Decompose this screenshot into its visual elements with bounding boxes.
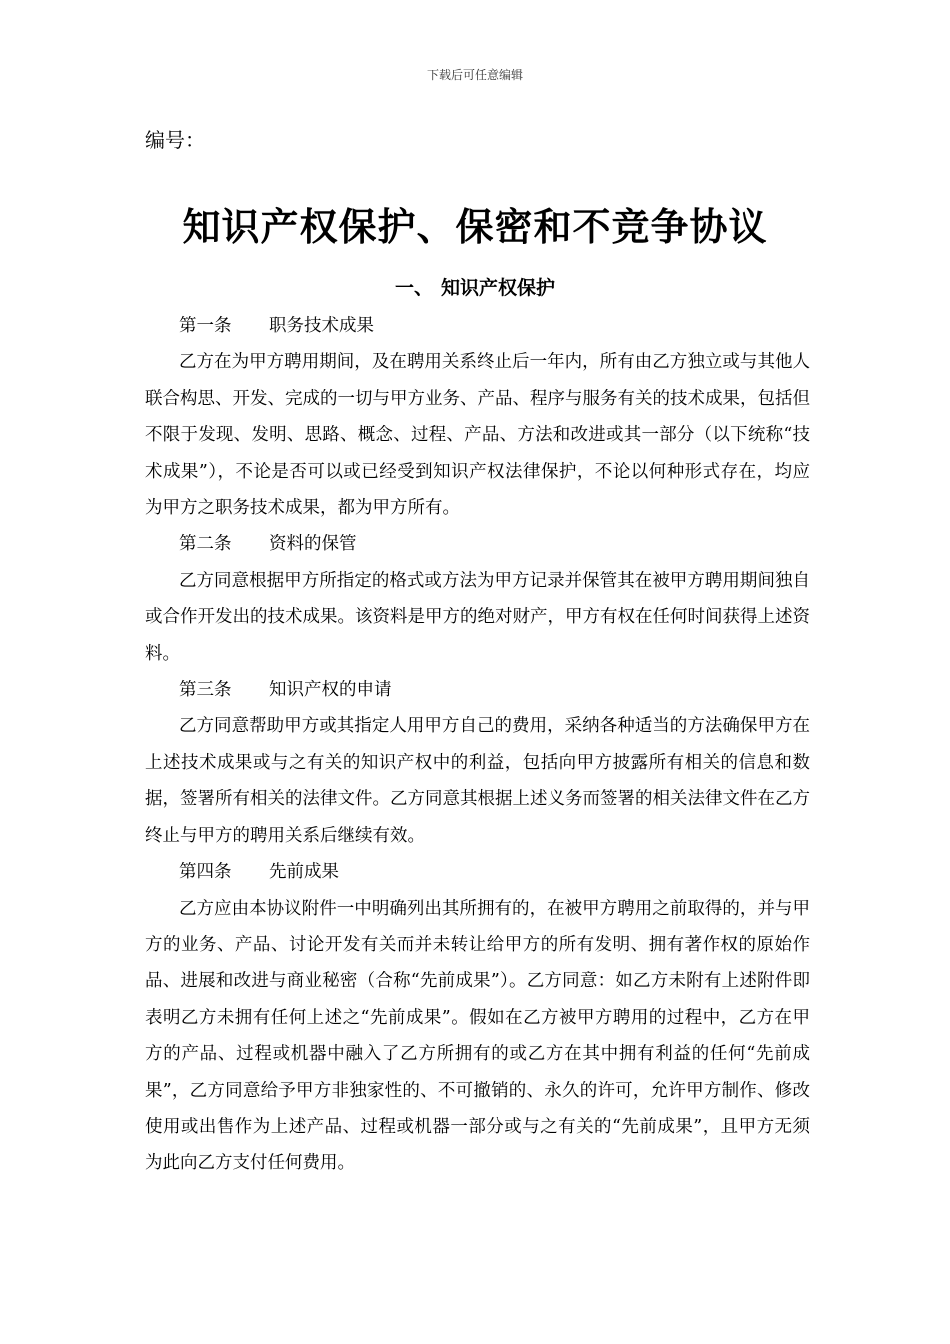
article-heading [145, 672, 810, 708]
article-number: 第四条 [179, 862, 232, 883]
article-heading [145, 526, 810, 562]
article-heading [145, 854, 810, 890]
article-title: 先前成果 [269, 862, 339, 883]
header-note: 下载后可任意编辑 [426, 68, 523, 82]
article-title: 职务技术成果 [269, 316, 374, 336]
section-number: 一、 [395, 277, 434, 299]
section-heading [395, 273, 555, 300]
article-title: 知识产权的申请 [269, 680, 392, 701]
section-title: 知识产权保护 [441, 277, 556, 299]
article-number: 第一条 [179, 316, 232, 336]
document-body [145, 308, 810, 1182]
article-title: 资料的保管 [269, 534, 357, 555]
article-paragraph: 乙方同意根据甲方所指定的格式或方法为甲方记录并保管其在被甲方聘用期间独自或合作开发出的技术成果。该资料是甲方的绝对财产，甲方有权在任何时间获得上述资料。 [145, 570, 810, 664]
article-paragraph: 乙方应由本协议附件一中明确列出其所拥有的，在被甲方聘用之前取得的，并与甲方的业务、产品、讨论开发有关而并未转让给甲方的所有发明、拥有著作权的原始作品、进展和改进与商业秘密（合称“先前成果”）。乙方同意：如乙方未附有上述附件即表明乙方未拥有任何上述之“先前成果”。假如在乙方被甲方聘用的过程中，乙方在甲方的产品、过程或机器中融入了乙方所拥有的或乙方在其中拥有利益的任何“先前成果”，乙方同意给予甲方非独家性的、不可撤销的、永久的许可，允许甲方制作、修改使用或出售作为上述产品、过程或机器一部分或与之有关的“先前成果”，且甲方无须为此向乙方支付任何费用。 [145, 898, 810, 1174]
document-title: 知识产权保护、保密和不竞争协议 [182, 204, 768, 249]
article-heading [145, 308, 810, 344]
article-number: 第二条 [179, 534, 232, 555]
article-paragraph: 乙方在为甲方聘用期间，及在聘用关系终止后一年内，所有由乙方独立或与其他人联合构思、开发、完成的一切与甲方业务、产品、程序与服务有关的技术成果，包括但不限于发现、发明、思路、概念、过程、产品、方法和改进或其一部分（以下统称“技术成果”），不论是否可以或已经受到知识产权法律保护，不论以何种形式存在，均应为甲方之职务技术成果，都为甲方所有。 [145, 352, 810, 519]
article-paragraph: 乙方同意帮助甲方或其指定人用甲方自己的费用，采纳各种适当的方法确保甲方在上述技术成果或与之有关的知识产权中的利益，包括向甲方披露所有相关的信息和数据，签署所有相关的法律文件。乙方同意其根据上述义务而签署的相关法律文件在乙方终止与甲方的聘用关系后继续有效。 [145, 716, 810, 846]
document-number-label: 编号： [145, 128, 205, 152]
article-number: 第三条 [179, 680, 232, 701]
